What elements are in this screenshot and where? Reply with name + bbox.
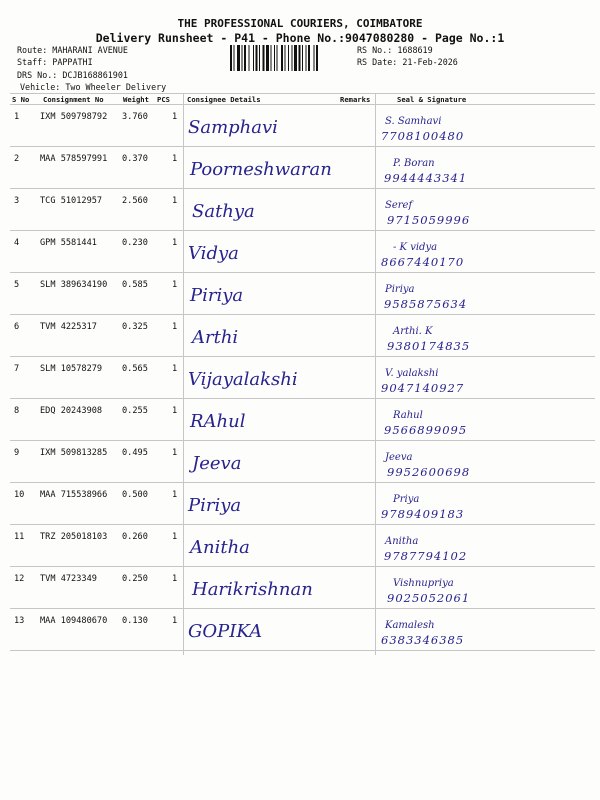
- pcs-value: 1: [172, 322, 178, 332]
- signature: Kamalesh: [385, 620, 435, 631]
- pcs-value: 1: [172, 364, 178, 374]
- signature: Vishnupriya: [393, 578, 454, 589]
- pcs-value: 1: [172, 280, 178, 290]
- column-divider: [375, 93, 376, 655]
- vehicle-text: Vehicle: Two Wheeler Delivery: [20, 82, 167, 92]
- consignee-handwritten-name: RAhul: [190, 411, 246, 432]
- row-sno: 7: [14, 364, 20, 374]
- row-divider: [10, 650, 595, 651]
- weight-value: 0.230: [122, 238, 148, 248]
- consignee-handwritten-name: Vidya: [188, 243, 239, 264]
- staff-text: Staff: PAPPATHI: [17, 57, 93, 67]
- receiver-phone-number: 8667440170: [381, 255, 465, 269]
- signature: Anitha: [385, 536, 419, 547]
- header-bottom-border: [10, 104, 595, 105]
- row-sno: 8: [14, 406, 20, 416]
- table-top-border: [10, 93, 595, 94]
- col-header-consignee: Consignee Details: [187, 95, 261, 104]
- receiver-phone-number: 7708100480: [381, 129, 465, 143]
- signature: Piriya: [385, 284, 415, 295]
- signature: Jeeva: [385, 452, 413, 463]
- row-divider: [10, 356, 595, 357]
- receiver-phone-number: 9566899095: [384, 423, 468, 437]
- row-sno: 12: [14, 574, 25, 584]
- signature: Priya: [393, 494, 420, 505]
- receiver-phone-number: 9025052061: [387, 591, 471, 605]
- weight-value: 2.560: [122, 196, 148, 206]
- pcs-value: 1: [172, 238, 178, 248]
- weight-value: 0.130: [122, 616, 148, 626]
- consignee-handwritten-name: Samphavi: [188, 117, 278, 138]
- receiver-phone-number: 6383346385: [381, 633, 465, 647]
- consignment-number: SLM 389634190: [40, 280, 108, 290]
- signature: Seref: [385, 200, 413, 211]
- consignment-number: MAA 578597991: [40, 154, 108, 164]
- signature: V. yalakshi: [385, 368, 439, 379]
- row-sno: 4: [14, 238, 20, 248]
- barcode-image: [228, 44, 354, 72]
- consignee-handwritten-name: GOPIKA: [188, 621, 263, 642]
- weight-value: 0.495: [122, 448, 148, 458]
- consignment-number: SLM 10578279: [40, 364, 103, 374]
- pcs-value: 1: [172, 448, 178, 458]
- pcs-value: 1: [172, 574, 178, 584]
- row-divider: [10, 440, 595, 441]
- rs-number: RS No.: 1688619: [357, 45, 433, 55]
- row-sno: 6: [14, 322, 20, 332]
- pcs-value: 1: [172, 196, 178, 206]
- row-divider: [10, 230, 595, 231]
- receiver-phone-number: 9047140927: [381, 381, 465, 395]
- row-divider: [10, 314, 595, 315]
- signature: Arthi. K: [393, 326, 433, 337]
- signature: - K vidya: [393, 242, 438, 253]
- consignee-handwritten-name: Anitha: [190, 537, 250, 558]
- weight-value: 0.565: [122, 364, 148, 374]
- drs-number: DRS No.: DCJB168861901: [17, 70, 128, 80]
- consignment-number: IXM 509813285: [40, 448, 108, 458]
- col-header-pcs: PCS: [157, 95, 170, 104]
- weight-value: 0.500: [122, 490, 148, 500]
- consignee-handwritten-name: Harikrishnan: [192, 579, 313, 600]
- row-sno: 3: [14, 196, 20, 206]
- row-divider: [10, 524, 595, 525]
- weight-value: 0.325: [122, 322, 148, 332]
- row-sno: 10: [14, 490, 25, 500]
- consignee-handwritten-name: Piriya: [190, 285, 244, 306]
- consignment-number: TCG 51012957: [40, 196, 103, 206]
- rs-date: RS Date: 21-Feb-2026: [357, 57, 458, 67]
- weight-value: 0.255: [122, 406, 148, 416]
- consignee-handwritten-name: Piriya: [188, 495, 242, 516]
- consignment-number: TVM 4225317: [40, 322, 97, 332]
- col-header-remarks: Remarks: [340, 95, 371, 104]
- receiver-phone-number: 9787794102: [384, 549, 468, 563]
- consignment-number: GPM 5581441: [40, 238, 97, 248]
- consignee-handwritten-name: Arthi: [192, 327, 239, 348]
- col-header-weight: Weight: [123, 95, 149, 104]
- row-divider: [10, 566, 595, 567]
- row-divider: [10, 188, 595, 189]
- weight-value: 3.760: [122, 112, 148, 122]
- row-sno: 9: [14, 448, 20, 458]
- row-divider: [10, 398, 595, 399]
- consignment-number: IXM 509798792: [40, 112, 108, 122]
- consignment-number: TVM 4723349: [40, 574, 97, 584]
- row-divider: [10, 608, 595, 609]
- consignee-handwritten-name: Jeeva: [192, 453, 242, 474]
- consignee-handwritten-name: Vijayalakshi: [188, 369, 298, 390]
- receiver-phone-number: 9715059996: [387, 213, 471, 227]
- signature: P. Boran: [393, 158, 435, 169]
- row-sno: 1: [14, 112, 20, 122]
- consignment-number: MAA 109480670: [40, 616, 108, 626]
- row-sno: 11: [14, 532, 25, 542]
- pcs-value: 1: [172, 490, 178, 500]
- consignment-number: MAA 715538966: [40, 490, 108, 500]
- pcs-value: 1: [172, 532, 178, 542]
- signature: Rahul: [393, 410, 423, 421]
- consignment-number: EDQ 20243908: [40, 406, 103, 416]
- pcs-value: 1: [172, 154, 178, 164]
- col-header-consignment: Consignment No: [43, 95, 104, 104]
- column-divider: [183, 93, 184, 655]
- receiver-phone-number: 9952600698: [387, 465, 471, 479]
- row-divider: [10, 272, 595, 273]
- pcs-value: 1: [172, 112, 178, 122]
- row-sno: 13: [14, 616, 25, 626]
- row-divider: [10, 482, 595, 483]
- row-sno: 2: [14, 154, 20, 164]
- pcs-value: 1: [172, 616, 178, 626]
- weight-value: 0.250: [122, 574, 148, 584]
- row-divider: [10, 146, 595, 147]
- consignee-handwritten-name: Sathya: [192, 201, 255, 222]
- receiver-phone-number: 9585875634: [384, 297, 468, 311]
- col-header-seal: Seal & Signature: [397, 95, 467, 104]
- receiver-phone-number: 9380174835: [387, 339, 471, 353]
- weight-value: 0.585: [122, 280, 148, 290]
- runsheet-title: Delivery Runsheet - P41 - Phone No.:9047080280 - Page No.:1: [95, 31, 505, 45]
- weight-value: 0.260: [122, 532, 148, 542]
- consignee-handwritten-name: Poorneshwaran: [190, 159, 332, 180]
- signature: S. Samhavi: [385, 116, 442, 127]
- col-header-sno: S No: [12, 95, 30, 104]
- consignment-number: TRZ 205018103: [40, 532, 108, 542]
- receiver-phone-number: 9789409183: [381, 507, 465, 521]
- route-text: Route: MAHARANI AVENUE: [17, 45, 128, 55]
- row-sno: 5: [14, 280, 20, 290]
- receiver-phone-number: 9944443341: [384, 171, 468, 185]
- pcs-value: 1: [172, 406, 178, 416]
- company-title: THE PROFESSIONAL COURIERS, COIMBATORE: [177, 17, 423, 30]
- weight-value: 0.370: [122, 154, 148, 164]
